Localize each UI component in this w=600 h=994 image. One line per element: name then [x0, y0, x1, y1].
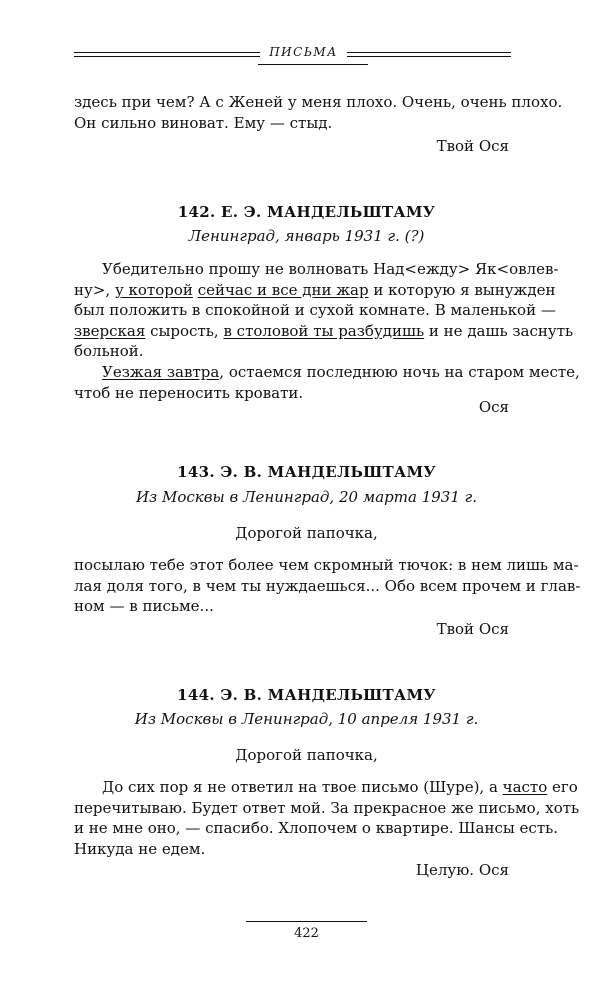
letter-143-body — [74, 555, 581, 617]
intro-line-1: здесь при чем? А с Женей у меня плохо. Очень, очень плохо. — [74, 93, 563, 111]
letter-143-heading: 143. Э. В. МАНДЕЛЬШТАМУ — [177, 463, 436, 481]
letter-144-heading: 144. Э. В. МАНДЕЛЬШТАМУ — [177, 686, 436, 704]
header-underline — [258, 64, 368, 65]
letter-144-line-1 — [74, 777, 578, 798]
header-rule-left — [74, 52, 260, 57]
intro-signature: Твой Ося — [436, 137, 509, 155]
letter-142-p1-line-2 — [74, 280, 556, 301]
text-span: его — [547, 778, 578, 796]
letter-144-body — [74, 777, 580, 859]
footer-rule — [246, 921, 367, 922]
letter-143-signature: Твой Ося — [436, 620, 509, 638]
letter-142-p1-line-5: больной. — [74, 342, 144, 360]
intro-paragraph — [74, 92, 563, 133]
letter-142-p1-line-1: Убедительно прошу не волновать Над<ежду> Як<овлев- — [102, 260, 559, 278]
text-span: , остаемся последнюю ночь на старом месте, — [219, 363, 580, 381]
underlined-phrase: в столовой ты разбудишь — [223, 321, 425, 340]
text-span: сырость, — [145, 321, 224, 340]
letter-143-line-1: посылаю тебе этот более чем скромный тючок: в нем лишь ма- — [74, 556, 579, 574]
letter-144-place-date: Из Москвы в Ленинград, 10 апреля 1931 г. — [134, 710, 479, 728]
letter-143-salutation: Дорогой папочка, — [235, 524, 378, 542]
running-header-title: ПИСЬМА — [269, 45, 338, 59]
header-rule-right — [347, 52, 511, 57]
letter-142-paragraph-2 — [74, 362, 580, 403]
letter-144-line-2: перечитываю. Будет ответ мой. За прекрасное же письмо, хоть — [74, 798, 580, 817]
letter-142-p2-line-2: чтоб не переносить кровати. — [74, 383, 304, 402]
text-span: ну>, — [74, 280, 115, 299]
text-span: и которую я вынужден — [368, 280, 556, 299]
letter-143-line-3: ном — в письме... — [74, 597, 214, 615]
letter-142-p2-line-1 — [74, 362, 580, 383]
intro-line-2: Он сильно виноват. Ему — стыд. — [74, 113, 333, 132]
letter-142-paragraph-1 — [74, 259, 574, 362]
underlined-phrase: Уезжая завтра — [102, 363, 220, 381]
letter-143-line-2: лая доля того, в чем ты нуждаешься... Обо всем прочем и глав- — [74, 576, 581, 595]
text-span: До сих пор я не ответил на твое письмо (Шуре), а — [102, 778, 503, 796]
underlined-phrase: у которой — [114, 280, 193, 299]
letter-144-signature: Целую. Ося — [415, 861, 509, 879]
underlined-phrase: зверская — [74, 321, 146, 340]
letter-144-line-3: и не мне оно, — спасибо. Хлопочем о квартире. Шансы есть. — [74, 819, 559, 837]
letter-142-place-date: Ленинград, январь 1931 г. (?) — [188, 227, 425, 245]
underlined-phrase: часто — [502, 778, 548, 796]
page-number: 422 — [294, 926, 319, 941]
letter-142-p1-line-4 — [74, 321, 574, 342]
letter-142-heading: 142. Е. Э. МАНДЕЛЬШТАМУ — [177, 203, 436, 221]
letter-143-place-date: Из Москвы в Ленинград, 20 марта 1931 г. — [135, 488, 478, 506]
underlined-phrase: сейчас и все дни жар — [197, 280, 369, 299]
letter-142-signature: Ося — [478, 398, 509, 416]
letter-144-salutation: Дорогой папочка, — [235, 746, 378, 764]
letter-142-p1-line-3: был положить в спокойной и сухой комнате. В маленькой — — [74, 301, 556, 319]
letter-144-line-4: Никуда не едем. — [74, 839, 206, 858]
text-span: и не дашь заснуть — [424, 321, 574, 340]
